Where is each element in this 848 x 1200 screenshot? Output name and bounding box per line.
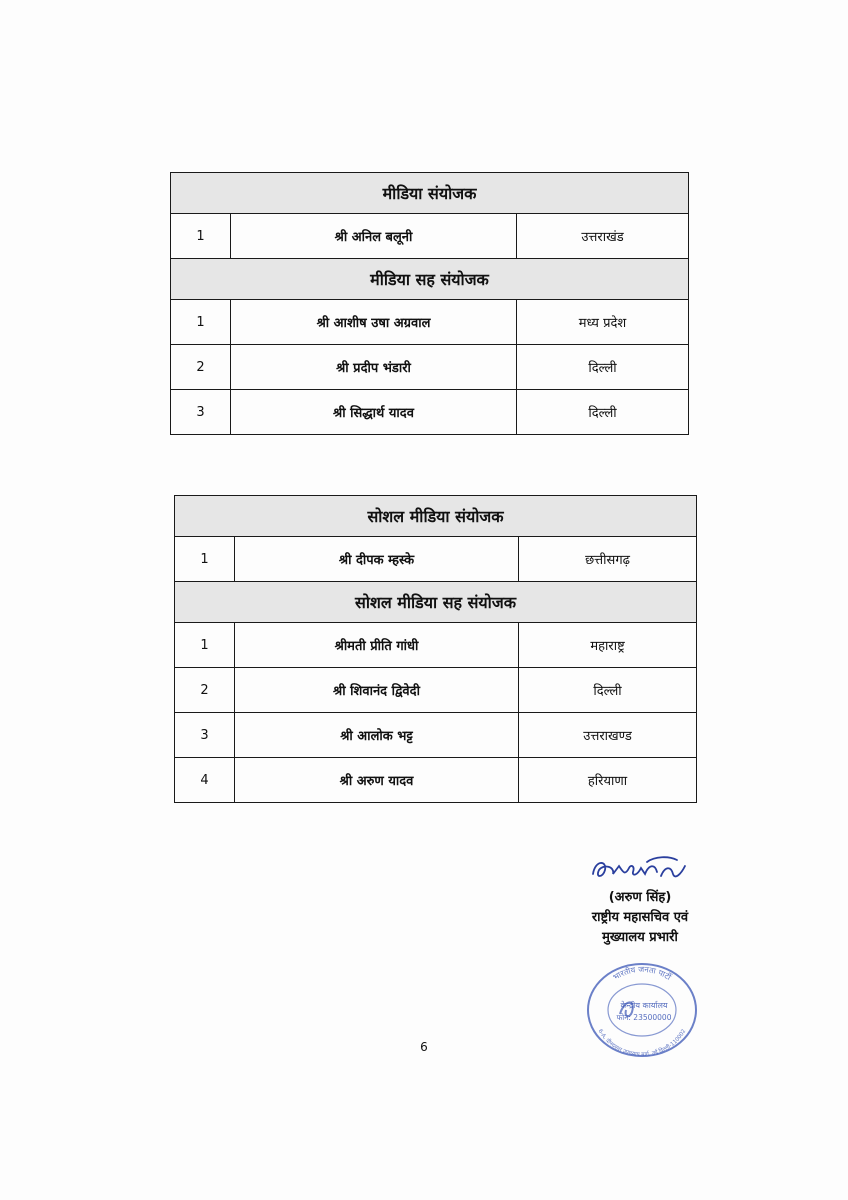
table-row bbox=[175, 713, 697, 758]
seal-center-text-2: फोन: 23500000 bbox=[616, 1013, 672, 1022]
signatory-designation-2: मुख्यालय प्रभारी bbox=[602, 930, 678, 945]
signatory-name: (अरुण सिंह) bbox=[608, 890, 672, 905]
serial-number: 1 bbox=[175, 537, 235, 582]
signatory-designation-1: राष्ट्रीय महासचिव एवं bbox=[591, 910, 689, 925]
member-state: दिल्ली bbox=[517, 345, 689, 390]
section-heading: मीडिया सह संयोजक bbox=[171, 259, 689, 300]
serial-number: 4 bbox=[175, 758, 235, 803]
member-name: श्री आलोक भट्ट bbox=[235, 713, 519, 758]
member-state: उत्तराखंड bbox=[517, 214, 689, 259]
section-heading-row bbox=[171, 173, 689, 214]
table-row bbox=[175, 537, 697, 582]
member-state: उत्तराखण्ड bbox=[519, 713, 697, 758]
section-heading: सोशल मीडिया सह संयोजक bbox=[175, 582, 697, 623]
member-name: श्री अनिल बलूनी bbox=[231, 214, 517, 259]
social-media-coordinators-table bbox=[174, 495, 697, 803]
serial-number: 2 bbox=[171, 345, 231, 390]
signature-block bbox=[540, 852, 740, 948]
seal-center-text-1: केन्द्रीय कार्यालय bbox=[620, 1001, 668, 1010]
member-name: श्री अरुण यादव bbox=[235, 758, 519, 803]
member-state: मध्य प्रदेश bbox=[517, 300, 689, 345]
table-row bbox=[171, 390, 689, 435]
table-row bbox=[175, 623, 697, 668]
table-row bbox=[171, 214, 689, 259]
serial-number: 3 bbox=[171, 390, 231, 435]
member-state: हरियाणा bbox=[519, 758, 697, 803]
member-name: श्री दीपक म्हस्के bbox=[235, 537, 519, 582]
member-name: श्री सिद्धार्थ यादव bbox=[231, 390, 517, 435]
seal-top-text: भारतीय जनता पार्टी bbox=[611, 964, 673, 982]
serial-number: 3 bbox=[175, 713, 235, 758]
member-state: दिल्ली bbox=[519, 668, 697, 713]
table-row bbox=[171, 300, 689, 345]
serial-number: 1 bbox=[175, 623, 235, 668]
section-heading: सोशल मीडिया संयोजक bbox=[175, 496, 697, 537]
serial-number: 1 bbox=[171, 214, 231, 259]
member-state: छत्तीसगढ़ bbox=[519, 537, 697, 582]
section-heading-row bbox=[175, 496, 697, 537]
page-number: 6 bbox=[420, 1040, 428, 1054]
section-heading-row bbox=[171, 259, 689, 300]
member-name: श्री शिवानंद द्विवेदी bbox=[235, 668, 519, 713]
member-state: दिल्ली bbox=[517, 390, 689, 435]
table-row bbox=[171, 345, 689, 390]
table-row bbox=[175, 758, 697, 803]
section-heading: मीडिया संयोजक bbox=[171, 173, 689, 214]
seal-bottom-text: 6-A, दीनदयाल उपाध्याय मार्ग, नई दिल्ली-110002 bbox=[596, 1028, 688, 1059]
member-name: श्री आशीष उषा अग्रवाल bbox=[231, 300, 517, 345]
member-name: श्रीमती प्रीति गांधी bbox=[235, 623, 519, 668]
table-row bbox=[175, 668, 697, 713]
media-coordinators-table bbox=[170, 172, 689, 435]
section-heading-row bbox=[175, 582, 697, 623]
handwritten-signature bbox=[585, 852, 695, 888]
serial-number: 1 bbox=[171, 300, 231, 345]
serial-number: 2 bbox=[175, 668, 235, 713]
member-state: महाराष्ट्र bbox=[519, 623, 697, 668]
member-name: श्री प्रदीप भंडारी bbox=[231, 345, 517, 390]
